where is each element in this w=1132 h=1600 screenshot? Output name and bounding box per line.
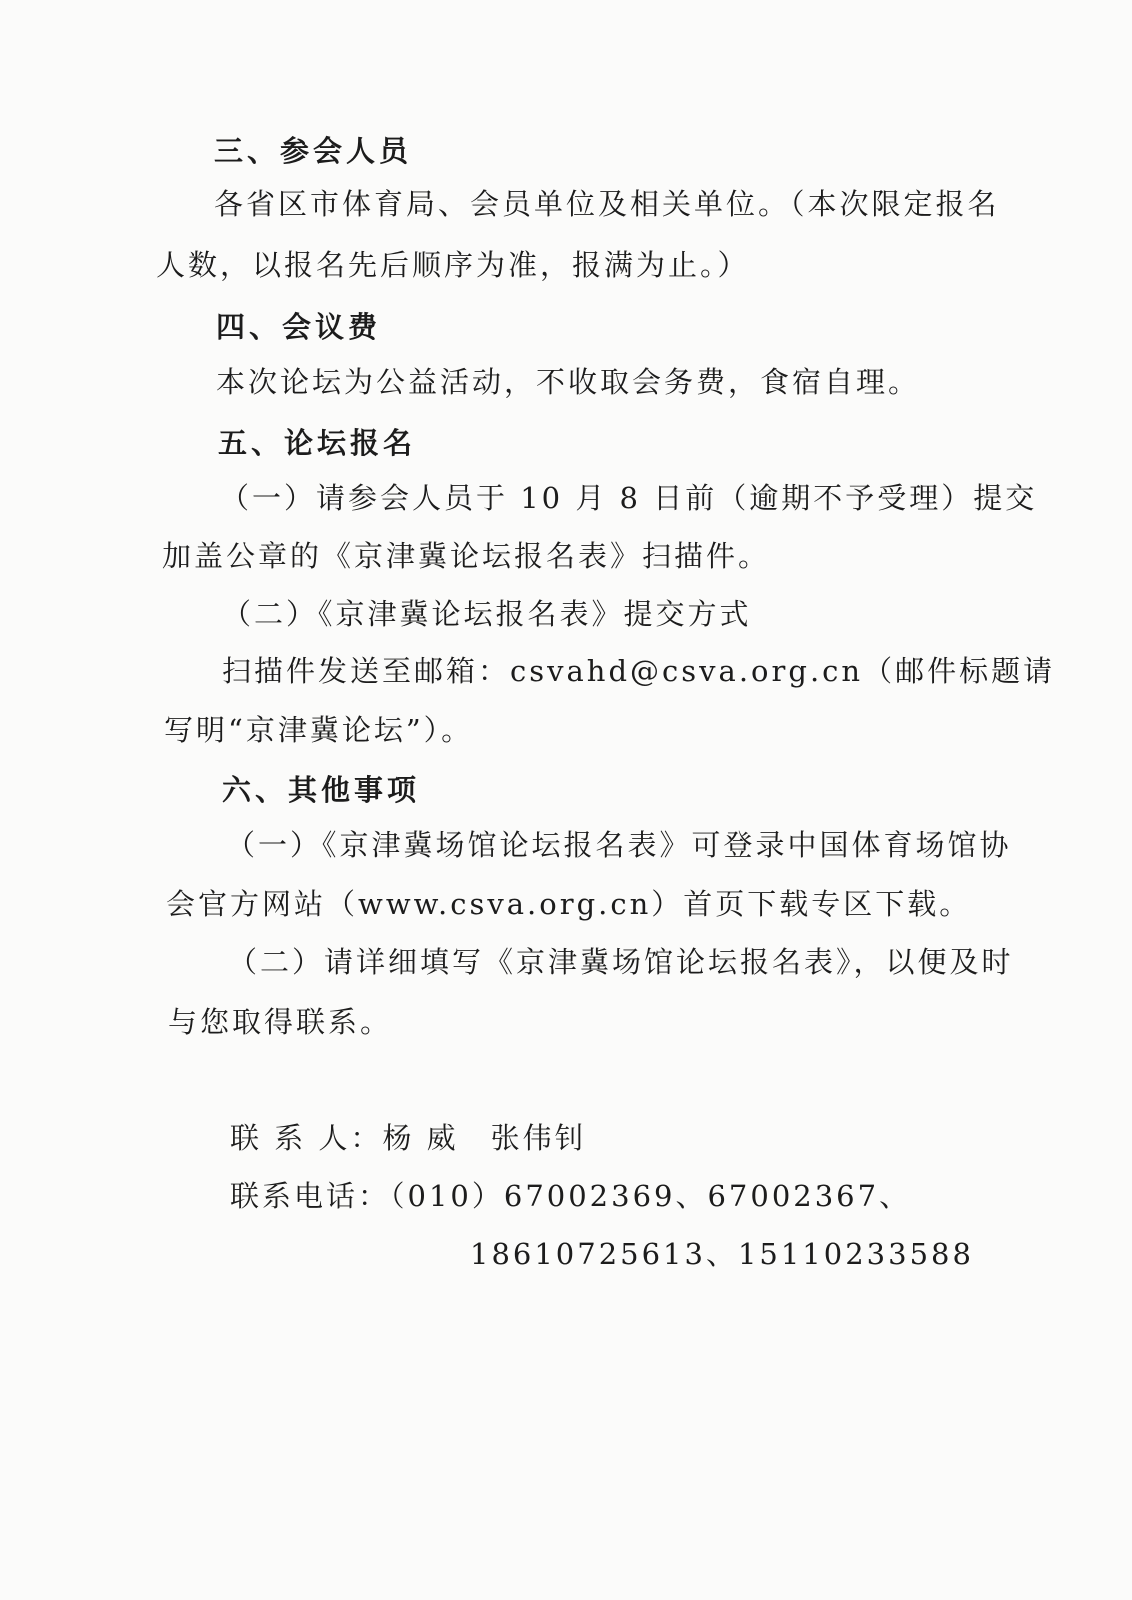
section5-item2: （二）《京津冀论坛报名表》提交方式: [222, 597, 752, 631]
section5-item1-line2: 加盖公章的《京津冀论坛报名表》扫描件。: [162, 539, 771, 573]
section3-para-line1: 各省区市体育局、会员单位及相关单位。（本次限定报名: [214, 187, 1000, 221]
section3-para-line2: 人数，以报名先后顺序为准，报满为止。）: [156, 248, 750, 282]
contact-person-row: [230, 1120, 587, 1156]
section6-heading: 六、其他事项: [222, 773, 421, 807]
contact-phone-line2: 18610725613、15110233588: [470, 1237, 974, 1271]
section4-para: 本次论坛为公益活动，不收取会务费，食宿自理。: [216, 365, 921, 399]
section6-item1-line1: （一）《京津冀场馆论坛报名表》可登录中国体育场馆协: [226, 828, 1012, 862]
section5-heading: 五、论坛报名: [218, 426, 417, 460]
contact-person-names: 杨 威 张伟钊: [382, 1121, 587, 1155]
section5-item2-detail-line2: 写明“京津冀论坛”）。: [164, 713, 474, 747]
section6-item2-line2: 与您取得联系。: [168, 1005, 393, 1039]
section5-item2-detail-line1: 扫描件发送至邮箱：csvahd@csva.org.cn（邮件标题请: [222, 654, 1056, 688]
contact-person-label: 联 系 人：: [230, 1121, 383, 1155]
section6-item1-line2: 会官方网站（www.csva.org.cn）首页下载专区下载。: [166, 887, 972, 921]
section4-heading: 四、会议费: [216, 310, 382, 344]
contact-phone-label: 联系电话：: [230, 1179, 391, 1213]
section6-item2-line1: （二）请详细填写《京津冀场馆论坛报名表》，以便及时: [228, 945, 1014, 979]
contact-phone-line1: （010）67002369、67002367、: [390, 1179, 912, 1213]
section5-item1-line1: （一）请参会人员于 10 月 8 日前（逾期不予受理）提交: [220, 481, 1038, 515]
section3-heading: 三、参会人员: [214, 134, 413, 168]
contact-phone-row: [230, 1178, 911, 1214]
